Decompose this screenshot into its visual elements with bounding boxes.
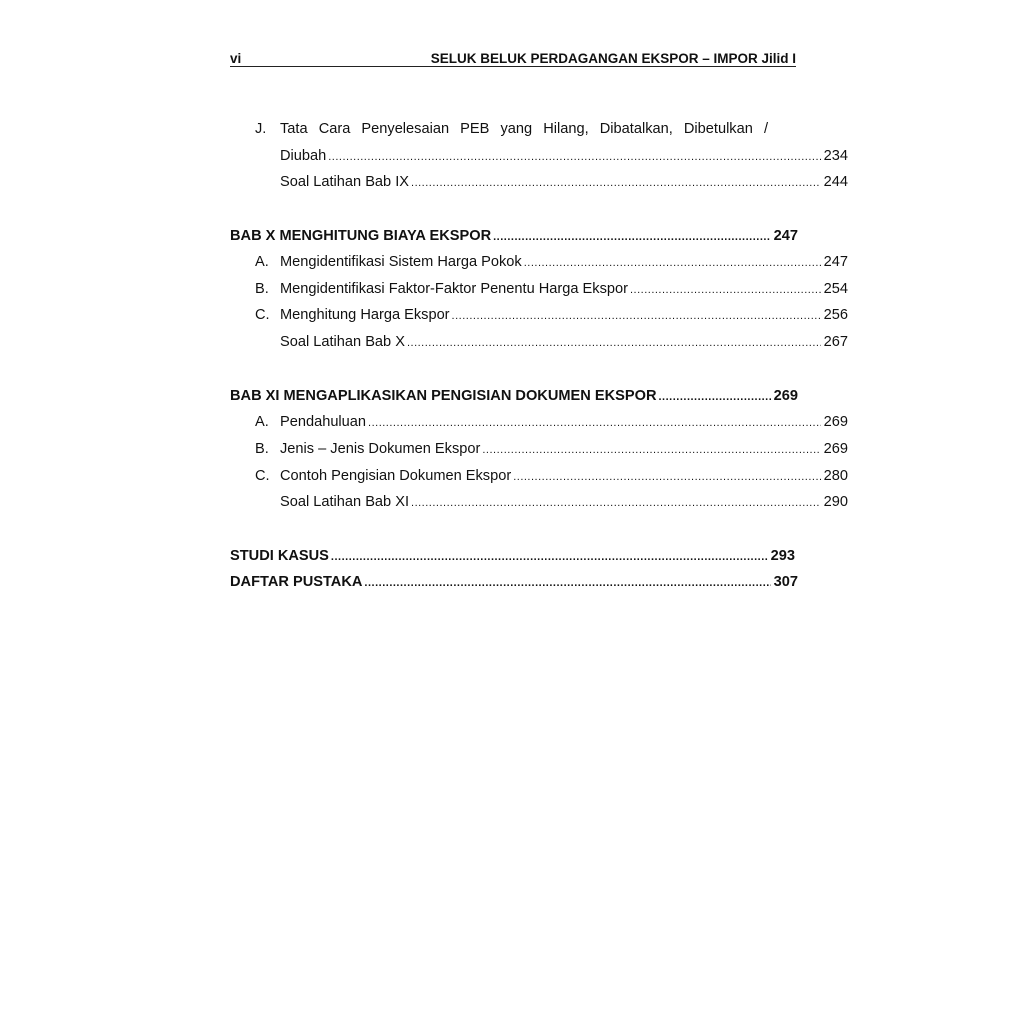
toc-text: Diubah bbox=[280, 148, 327, 164]
toc-text: Pendahuluan bbox=[280, 414, 367, 430]
toc-text: Mengidentifikasi Faktor-Faktor Penentu Harga Ekspor bbox=[280, 281, 628, 297]
leader-dots bbox=[659, 387, 771, 407]
toc-letter: B. bbox=[255, 281, 269, 297]
toc-letter: C. bbox=[255, 468, 270, 484]
toc-text: Mengidentifikasi Sistem Harga Pokok bbox=[280, 254, 522, 270]
leader-dots bbox=[411, 493, 821, 513]
chapter-page: 247 bbox=[773, 228, 798, 244]
toc-entry-j-line2[interactable] bbox=[230, 146, 848, 166]
toc-text: Contoh Pengisian Dokumen Ekspor bbox=[280, 468, 512, 484]
running-header bbox=[230, 50, 796, 67]
toc-letter: A. bbox=[255, 414, 269, 430]
toc-page: 234 bbox=[823, 148, 848, 164]
toc-studi-kasus[interactable] bbox=[230, 546, 795, 566]
toc-page: 244 bbox=[823, 174, 848, 190]
toc-chapter-bab-x[interactable] bbox=[230, 226, 798, 246]
toc-page: 247 bbox=[823, 254, 848, 270]
toc-page: 269 bbox=[823, 414, 848, 430]
toc-text: Tata Cara Penyelesaian PEB yang Hilang, Dibatalkan, Dibetulkan / bbox=[280, 121, 768, 137]
toc-entry-soal-ix[interactable] bbox=[230, 172, 848, 192]
chapter-title: STUDI KASUS bbox=[230, 548, 329, 564]
toc-daftar-pustaka[interactable] bbox=[230, 572, 798, 592]
leader-dots bbox=[513, 467, 820, 487]
toc-page: 269 bbox=[823, 441, 848, 457]
toc-entry[interactable] bbox=[230, 305, 848, 325]
toc-letter: C. bbox=[255, 307, 270, 323]
toc-letter: B. bbox=[255, 441, 269, 457]
leader-dots bbox=[328, 147, 820, 167]
book-title: SELUK BELUK PERDAGANGAN EKSPOR – IMPOR Jilid I bbox=[430, 51, 796, 66]
toc-text: Menghitung Harga Ekspor bbox=[280, 307, 450, 323]
chapter-title: DAFTAR PUSTAKA bbox=[230, 574, 363, 590]
toc-entry[interactable] bbox=[230, 252, 848, 272]
toc-text: Jenis – Jenis Dokumen Ekspor bbox=[280, 441, 481, 457]
leader-dots bbox=[630, 280, 821, 300]
toc-entry[interactable] bbox=[230, 332, 848, 352]
toc-page: 254 bbox=[823, 281, 848, 297]
toc-page: 280 bbox=[823, 468, 848, 484]
chapter-page: 269 bbox=[773, 388, 798, 404]
toc-entry[interactable] bbox=[230, 466, 848, 486]
toc-page: 290 bbox=[823, 494, 848, 510]
chapter-page: 293 bbox=[770, 548, 795, 564]
leader-dots bbox=[407, 333, 821, 353]
toc-entry[interactable] bbox=[230, 412, 848, 432]
toc-text: Soal Latihan Bab IX bbox=[280, 174, 410, 190]
leader-dots bbox=[411, 173, 821, 193]
leader-dots bbox=[368, 413, 821, 433]
toc-page: 256 bbox=[823, 307, 848, 323]
toc-letter: A. bbox=[255, 254, 269, 270]
toc-page: 267 bbox=[823, 334, 848, 350]
chapter-page: 307 bbox=[773, 574, 798, 590]
page-number: vi bbox=[230, 51, 242, 66]
toc-entry[interactable] bbox=[230, 279, 848, 299]
toc-text: Soal Latihan Bab X bbox=[280, 334, 405, 350]
leader-dots bbox=[524, 253, 821, 273]
chapter-title: BAB XI MENGAPLIKASIKAN PENGISIAN DOKUMEN EKSPOR bbox=[230, 388, 657, 404]
toc-letter: J. bbox=[255, 121, 267, 137]
toc-text: Soal Latihan Bab XI bbox=[280, 494, 410, 510]
leader-dots bbox=[331, 547, 768, 567]
leader-dots bbox=[452, 306, 821, 326]
toc-entry[interactable] bbox=[230, 439, 848, 459]
toc-entry[interactable] bbox=[230, 492, 848, 512]
chapter-title: BAB X MENGHITUNG BIAYA EKSPOR bbox=[230, 228, 492, 244]
leader-dots bbox=[493, 227, 771, 247]
toc-chapter-bab-xi[interactable] bbox=[230, 386, 798, 406]
leader-dots bbox=[482, 440, 820, 460]
leader-dots bbox=[364, 573, 770, 593]
